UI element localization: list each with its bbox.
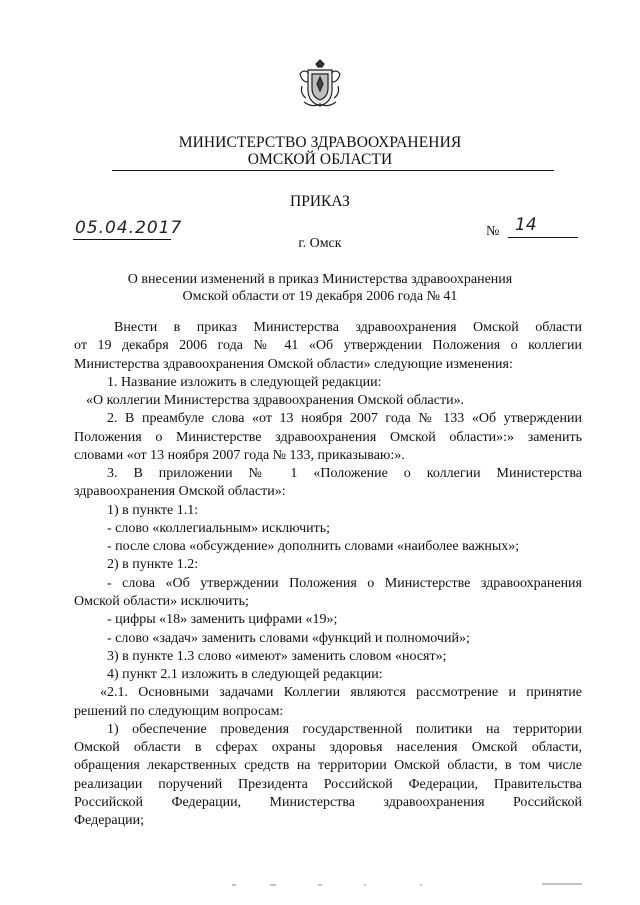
body-line: - цифры «18» заменить цифрами «19»; <box>107 612 338 628</box>
body-line: Омской области в сферах охраны здоровья населения Омской области, <box>74 740 582 756</box>
header-divider <box>112 170 554 171</box>
body-line: «2.1. Основными задачами Коллегии являются рассмотрение и принятие <box>100 685 582 701</box>
org-name-line2: ОМСКОЙ ОБЛАСТИ <box>247 151 393 168</box>
body-line: Российской Федерации, Министерства здравоохранения Российской <box>74 794 582 810</box>
body-line: - слово «коллегиальным» исключить; <box>107 520 331 536</box>
body-line: здравоохранения Омской области»: <box>74 484 286 500</box>
order-number: 14 <box>515 215 537 235</box>
body-line: 3) в пункте 1.3 слово «имеют» заменить словом «носят»; <box>107 648 447 664</box>
org-name-line1: МИНИСТЕРСТВО ЗДРАВООХРАНЕНИЯ <box>178 134 462 151</box>
document-type: ПРИКАЗ <box>290 193 350 210</box>
body-line: от 19 декабря 2006 года № 41 «Об утверждении Положения о коллегии <box>74 338 582 354</box>
body-line: Федерации; <box>74 813 145 829</box>
body-line: словами «от 13 ноября 2007 года № 133, приказываю:». <box>74 447 405 463</box>
scan-marks <box>0 880 640 890</box>
body-line: Внести в приказ Министерства здравоохранения Омской области <box>114 320 582 335</box>
body-line: 2) в пункте 1.2: <box>107 557 199 573</box>
title-line2: Омской области от 19 декабря 2006 года № 41 <box>182 289 458 304</box>
body-line: Положения о Министерстве здравоохранения Омской области»:» заменить <box>74 429 582 445</box>
body-line: 4) пункт 2.1 изложить в следующей редакции: <box>107 667 383 683</box>
body-line: 1) обеспечение проведения государственной политики на территории <box>107 721 582 737</box>
body-line: - слово «задач» заменить словами «функций и полномочий»; <box>107 630 470 646</box>
title-line1: О внесении изменений в приказ Министерства здравоохранения <box>127 272 513 287</box>
body-line: обращения лекарственных средств на территории Омской области, в том числе <box>74 758 582 774</box>
city: г. Омск <box>298 236 342 251</box>
body-line: - слова «Об утверждении Положения о Министерстве здравоохранения <box>107 575 582 591</box>
body-line: реализации поручений Президента Российской Федерации, Правительства <box>74 776 582 792</box>
document-body <box>74 319 582 830</box>
body-line: «О коллегии Министерства здравоохранения Омской области». <box>86 393 465 409</box>
body-line: 3. В приложении № 1 «Положение о коллегии Министерства <box>107 466 582 482</box>
body-line: 1) в пункте 1.1: <box>107 502 199 518</box>
body-line: 2. В преамбуле слова «от 13 ноября 2007 года № 133 «Об утверждении <box>107 411 582 427</box>
number-label: № <box>486 224 500 239</box>
body-line: Омской области» исключить; <box>74 593 249 609</box>
body-line: Министерства здравоохранения Омской области» следующие изменения: <box>74 356 513 372</box>
body-line: 1. Название изложить в следующей редакции: <box>107 374 382 390</box>
coat-of-arms-emblem <box>296 58 344 110</box>
order-date: 05.04.2017 <box>75 218 183 238</box>
body-line: - после слова «обсуждение» дополнить словами «наиболее важных»; <box>107 539 520 555</box>
body-line: решений по следующим вопросам: <box>74 703 284 719</box>
